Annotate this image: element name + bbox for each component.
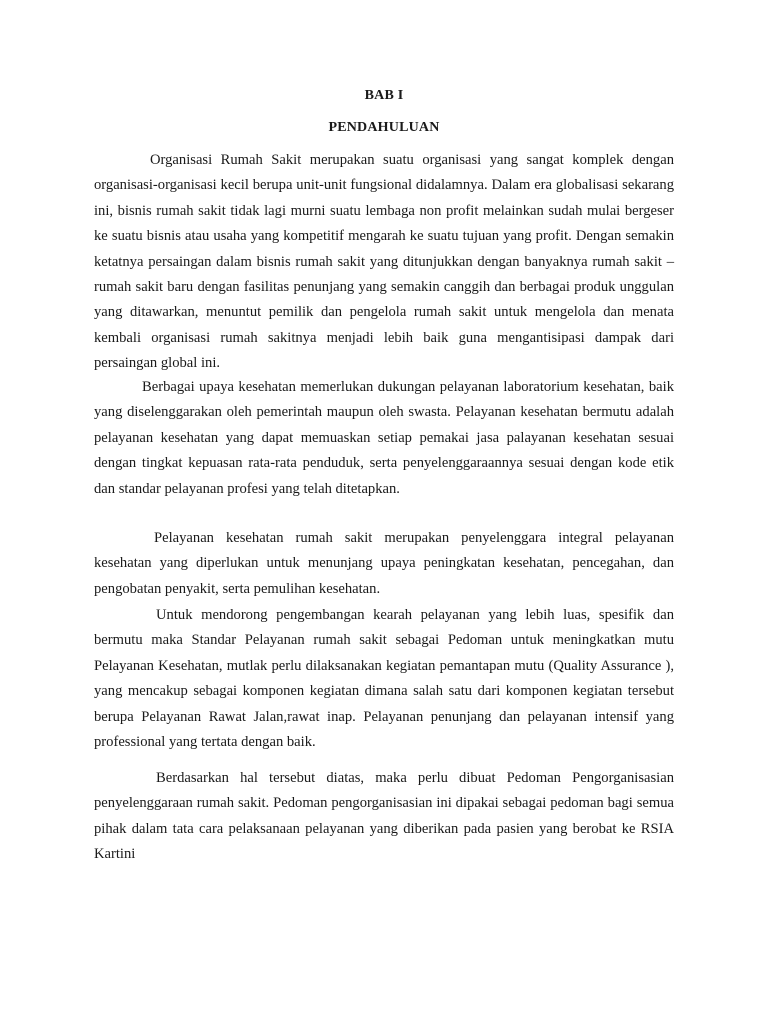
chapter-heading: BAB I xyxy=(364,88,404,103)
chapter-title: PENDAHULUAN xyxy=(328,120,440,135)
paragraph-5: Berdasarkan hal tersebut diatas, maka perlu dibuat Pedoman Pengorganisasian penyelenggaraan rumah sakit. Pedoman pengorganisasian ini dipakai sebagai pedoman bagi semua pihak dalam tata cara pelaksanaan pelayanan yang diberikan pada pasien yang berobat ke RSIA Kartini xyxy=(94,770,674,863)
paragraph-3: Pelayanan kesehatan rumah sakit merupakan penyelenggara integral pelayanan kesehatan yang diperlukan untuk menunjang upaya peningkatan kesehatan, pencegahan, dan pengobatan penyakit, serta pemulihan kesehatan. xyxy=(94,530,674,597)
paragraph-1: Organisasi Rumah Sakit merupakan suatu organisasi yang sangat komplek dengan organisasi-organisasi kecil berupa unit-unit fungsional didalamnya. Dalam era globalisasi sekarang ini, bisnis rumah sakit tidak lagi murni suatu lembaga non profit melainkan sudah mulai bergeser ke suatu bisnis atau usaha yang kompetitif mengarah ke suatu tujuan yang profit. Dengan semakin ketatnya persaingan dalam bisnis rumah sakit yang ditunjukkan dengan banyaknya rumah sakit – rumah sakit baru dengan fasilitas penunjang yang semakin canggih dan berbagai produk unggulan yang ditawarkan, menuntut pemilik dan pengelola rumah sakit untuk mengelola dan menata kembali organisasi rumah sakitnya menjadi lebih baik guna mengantisipasi dampak dari persaingan global ini. xyxy=(94,152,674,372)
paragraph-4: Untuk mendorong pengembangan kearah pelayanan yang lebih luas, spesifik dan bermutu maka Standar Pelayanan rumah sakit sebagai Pedoman untuk meningkatkan mutu Pelayanan Kesehatan, mutlak perlu dilaksanakan kegiatan pemantapan mutu (Quality Assurance ), yang mencakup sebagai komponen kegiatan dimana salah satu dari komponen kegiatan tersebut berupa Pelayanan Rawat Jalan,rawat inap. Pelayanan penunjang dan pelayanan intensif yang professional yang tertata dengan baik. xyxy=(94,607,674,751)
paragraph-2: Berbagai upaya kesehatan memerlukan dukungan pelayanan laboratorium kesehatan, baik yang diselenggarakan oleh pemerintah maupun oleh swasta. Pelayanan kesehatan bermutu adalah pelayanan kesehatan yang dapat memuaskan setiap pemakai jasa palayanan kesehatan sesuai dengan tingkat kepuasan rata-rata penduduk, serta penyelenggaraannya sesuai dengan kode etik dan standar pelayanan profesi yang telah ditetapkan. xyxy=(94,379,674,497)
